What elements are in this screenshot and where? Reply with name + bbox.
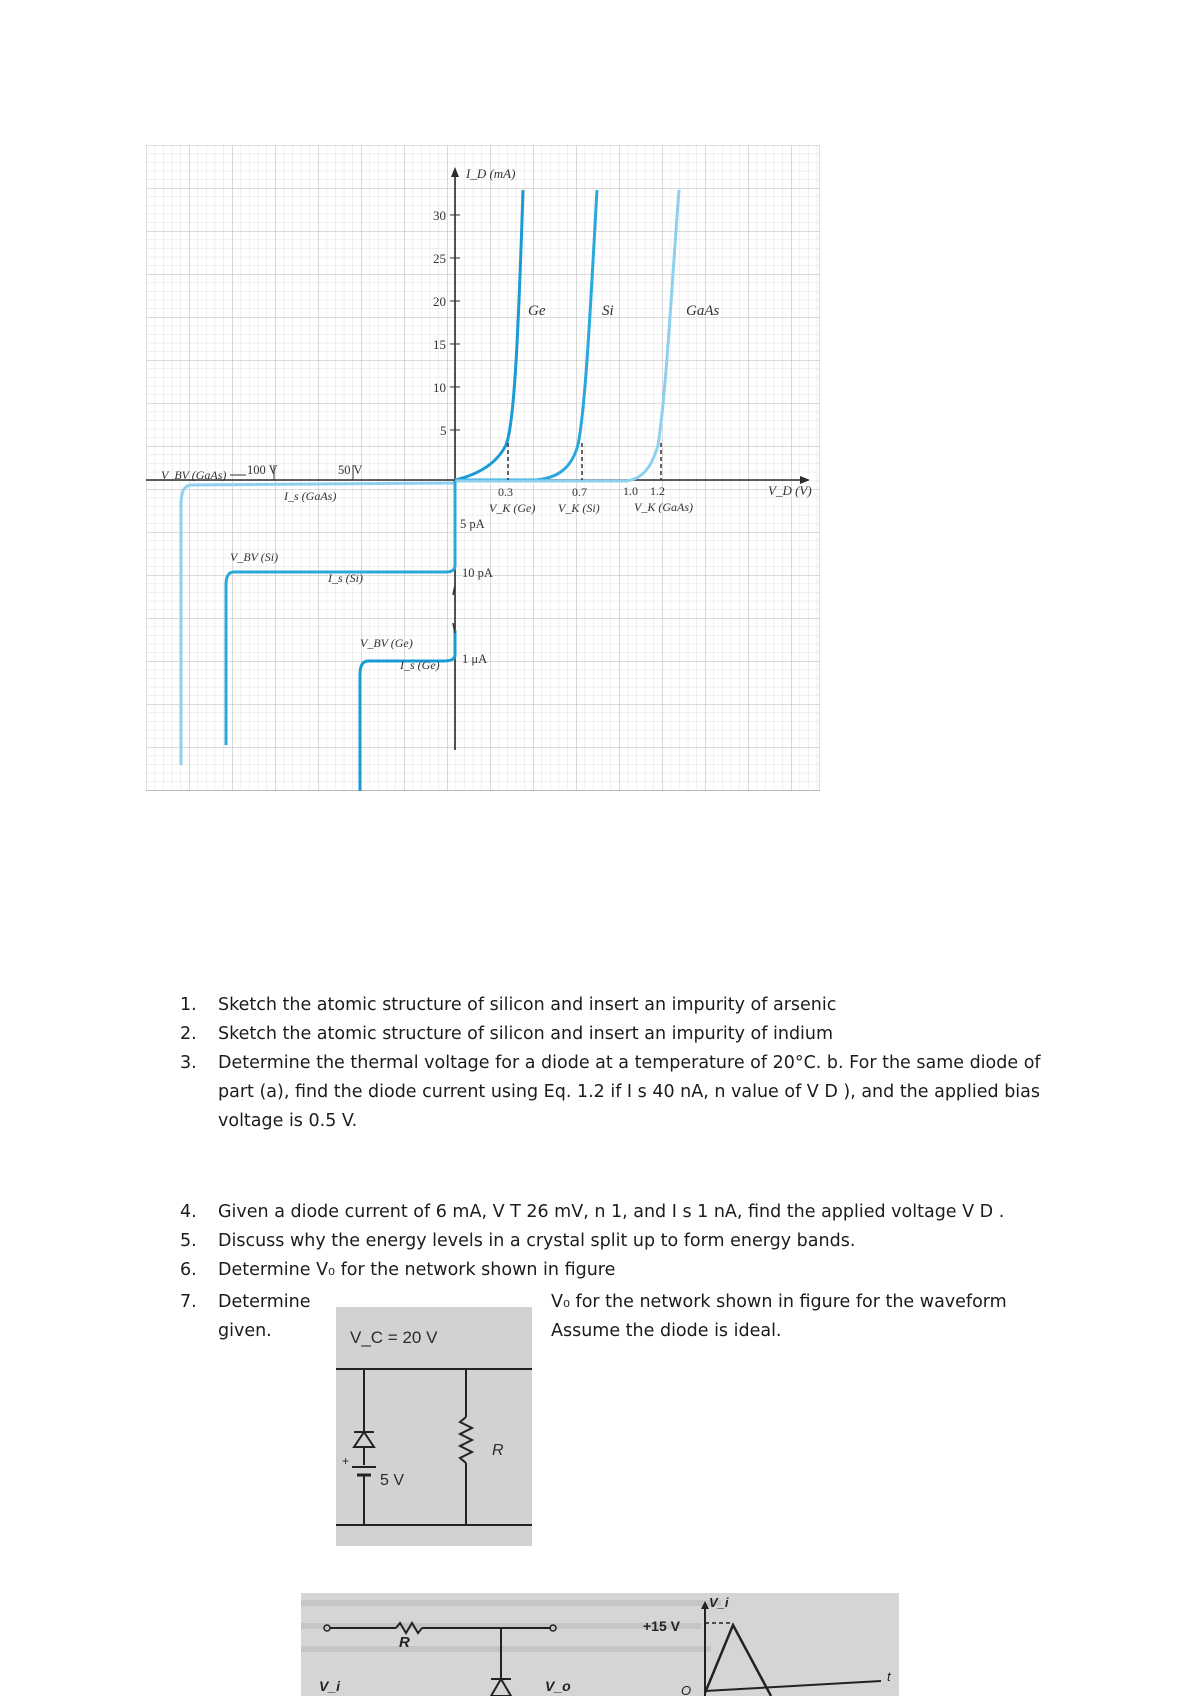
x-tick-label: 1.2 (650, 484, 665, 498)
y-tick-label: 25 (433, 251, 446, 266)
label-10pa: 10 pA (462, 566, 493, 580)
resistor-label: R (492, 1442, 504, 1459)
question-list-b (180, 1198, 1060, 1285)
label-100v: 100 V (247, 463, 278, 477)
waveform-label: V_i (709, 1595, 729, 1610)
circuit-photo-2 (301, 1593, 899, 1696)
question-text: Determine V₀ for the network shown in figure (218, 1260, 616, 1280)
question-item (180, 1020, 1060, 1049)
label-vbv-gaas: V_BV (GaAs) (161, 468, 227, 482)
question-text: Sketch the atomic structure of silicon and insert an impurity of arsenic (218, 995, 837, 1015)
y-axis-label: I_D (mA) (466, 166, 516, 181)
y-tick-label: 5 (440, 423, 447, 438)
question-number: 2. (180, 1024, 197, 1044)
label-50v: 50 V (338, 463, 363, 477)
x-tick-label: 0.3 (498, 485, 513, 499)
resistor-label: R (399, 1634, 410, 1651)
question-7-line-1: V₀ for the network shown in figure for the waveform (551, 1292, 1007, 1312)
circuit-2-svg (301, 1593, 899, 1696)
y-tick-label: 15 (433, 337, 446, 352)
curve-label-si: Si (602, 303, 614, 319)
question-number: 5. (180, 1231, 197, 1251)
question-item (180, 1227, 1060, 1256)
vi-label: V_i (319, 1678, 341, 1694)
question-number: 4. (180, 1202, 197, 1222)
question-list-a (180, 991, 1060, 1136)
question-text: Determine the thermal voltage for a diode at a temperature of 20°C. b. For the same diode of part (a), find the diode current using Eq. 1.2 if I s 40 nA, n value of V D ), and the applied bias voltage is 0.5 V. (218, 1053, 1041, 1131)
question-text: Given a diode current of 6 mA, V T 26 mV, n 1, and I s 1 nA, find the applied voltage V D . (218, 1202, 1005, 1222)
question-item (180, 991, 1060, 1020)
x-axis-label: V_D (V) (768, 483, 812, 498)
x-tick-label: 1.0 (623, 484, 638, 498)
label-is-gaas: I_s (GaAs) (284, 489, 337, 503)
vo-label: V_o (545, 1678, 571, 1694)
knee-label-ge: V_K (Ge) (489, 501, 536, 515)
curve-label-ge: Ge (528, 303, 546, 319)
label-is-ge: I_s (Ge) (400, 658, 440, 672)
peak-label: +15 V (643, 1618, 680, 1634)
label-1ua: 1 μA (462, 652, 488, 666)
diode-characteristics-figure (146, 145, 820, 791)
knee-label-gaas: V_K (GaAs) (634, 500, 693, 514)
y-tick-label: 10 (433, 380, 446, 395)
label-5pa: 5 pA (460, 517, 485, 531)
y-tick-label: 30 (433, 208, 446, 223)
question-number: 3. (180, 1053, 197, 1073)
question-item (180, 1256, 1060, 1285)
x-tick-label: 0.7 (572, 485, 587, 499)
question-text: Sketch the atomic structure of silicon and insert an impurity of indium (218, 1024, 834, 1044)
question-7-line-2: Assume the diode is ideal. (551, 1321, 782, 1341)
vc-label: V_C = 20 V (350, 1328, 438, 1347)
question-text: Discuss why the energy levels in a crystal split up to form energy bands. (218, 1231, 856, 1251)
question-item (180, 1049, 1060, 1136)
question-7-right-text (551, 1288, 1071, 1346)
label-is-si: I_s (Si) (328, 571, 363, 585)
circuit-1-svg (336, 1307, 532, 1546)
knee-label-si: V_K (Si) (558, 501, 600, 515)
question-number: 6. (180, 1260, 197, 1280)
origin-label: O (681, 1683, 692, 1696)
label-vbv-si: V_BV (Si) (230, 550, 279, 564)
circuit-photo-1 (336, 1307, 532, 1546)
battery-label: 5 V (380, 1472, 405, 1489)
diode-characteristics-svg (146, 145, 820, 791)
t-label: t (887, 1669, 891, 1684)
question-7-left-text: Determine given. (218, 1292, 311, 1341)
y-tick-label: 20 (433, 294, 446, 309)
svg-text:+: + (342, 1454, 350, 1468)
curve-label-gaas: GaAs (686, 303, 720, 319)
question-item (180, 1198, 1060, 1227)
question-number: 7. (180, 1292, 197, 1312)
question-number: 1. (180, 995, 197, 1015)
label-vbv-ge: V_BV (Ge) (360, 636, 413, 650)
